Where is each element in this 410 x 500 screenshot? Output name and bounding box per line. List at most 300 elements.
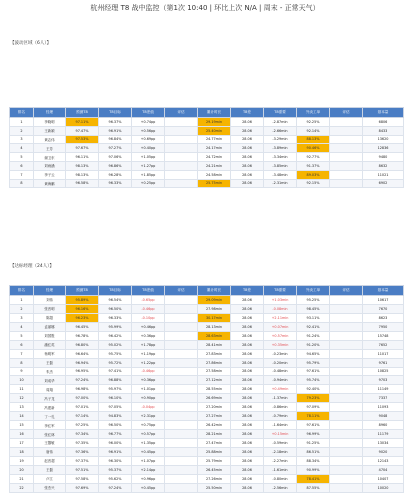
table-row	[10, 296, 404, 305]
table-cell: 27.98min	[198, 304, 231, 313]
table-cell: 94.65%	[297, 349, 330, 358]
column-header[interactable]: 经理	[34, 108, 66, 118]
table-cell	[165, 135, 198, 144]
table-cell: 28.06	[231, 331, 264, 340]
table-cell: 92.14%	[297, 126, 330, 135]
table-cell: 92.40%	[297, 385, 330, 394]
table-cell: 96.16%	[66, 304, 99, 313]
table-cell: 李晓明	[34, 118, 66, 127]
table-cell: 9	[10, 367, 34, 376]
table-row	[10, 340, 404, 349]
table-cell	[330, 296, 363, 305]
table-cell: +2.11min	[264, 313, 297, 322]
table-cell: 91.20%	[297, 340, 330, 349]
column-header[interactable]: T8目标	[99, 108, 132, 118]
table-cell: 91.25%	[297, 439, 330, 448]
table-cell: 25.40min	[198, 126, 231, 135]
table-cell: 97.11%	[66, 118, 99, 127]
table-cell: +0.74pp	[132, 118, 165, 127]
table-cell: 4	[10, 144, 34, 153]
table-cell: -0.79min	[264, 412, 297, 421]
table-cell: 28.63min	[198, 331, 231, 340]
column-header[interactable]: 基本量	[363, 108, 404, 118]
table-row	[10, 153, 404, 162]
table-cell: 11017	[363, 349, 404, 358]
column-header[interactable]: T8需要	[264, 286, 297, 296]
table-cell: -0.08min	[264, 304, 297, 313]
table-row	[10, 144, 404, 153]
table-cell	[330, 358, 363, 367]
table-cell: -2.27min	[264, 456, 297, 465]
table-cell	[165, 349, 198, 358]
table-cell: 25.88min	[198, 447, 231, 456]
table-cell: 8623	[363, 313, 404, 322]
table-cell	[165, 161, 198, 170]
table-cell: 87.55%	[297, 483, 330, 492]
table-row	[10, 118, 404, 127]
table-cell: 朱杰	[34, 367, 66, 376]
table-cell: 97.25%	[66, 421, 99, 430]
table-row	[10, 126, 404, 135]
table-cell: 97.61%	[297, 421, 330, 430]
table-cell: 张晋明	[34, 304, 66, 313]
column-header[interactable]: T8需要	[264, 108, 297, 118]
table-cell: 28.41min	[198, 340, 231, 349]
table-cell: 95.72%	[99, 358, 132, 367]
table-cell: +0.90pp	[132, 394, 165, 403]
table-cell: +0.40pp	[132, 144, 165, 153]
table-cell: 9020	[363, 447, 404, 456]
table-cell: -3.48min	[264, 170, 297, 179]
column-header[interactable]: 预测T8	[66, 108, 99, 118]
table-cell: 11149	[363, 385, 404, 394]
table-cell: 96.78%	[66, 331, 99, 340]
table-cell: 97.14%	[66, 412, 99, 421]
table-cell: 97.27%	[99, 144, 132, 153]
table-cell: 96.33%	[99, 313, 132, 322]
table-cell: 97.24%	[99, 483, 132, 492]
table-cell: 96.77%	[99, 430, 132, 439]
column-header[interactable]: 预测T8	[66, 286, 99, 296]
table-cell	[165, 385, 198, 394]
table-row	[10, 421, 404, 430]
table-cell: 96.91%	[99, 447, 132, 456]
table-cell: 28.06	[231, 179, 264, 188]
table-cell: +1.05pp	[132, 153, 165, 162]
table-cell: 97.41%	[99, 367, 132, 376]
table-cell: 24.17min	[198, 144, 231, 153]
table-cell: 李子云	[34, 170, 66, 179]
table-cell: 28.06	[231, 376, 264, 385]
table-cell: 96.50%	[99, 304, 132, 313]
section-title-fluctuation: 【波动区域（6人）】	[10, 41, 52, 46]
table-cell	[330, 331, 363, 340]
table-cell: 7670	[363, 304, 404, 313]
table-cell: 96.98%	[66, 385, 99, 394]
table-cell: 7337	[363, 394, 404, 403]
table-row	[10, 358, 404, 367]
table-cell: -0.65pp	[132, 296, 165, 305]
table-cell: -0.46pp	[132, 304, 165, 313]
table-cell	[165, 465, 198, 474]
table-cell: 11021	[363, 170, 404, 179]
table-cell: 唐伟	[34, 447, 66, 456]
table-cell: 28.06	[231, 430, 264, 439]
table-cell: 李红军	[34, 421, 66, 430]
column-header[interactable]: 评估	[330, 108, 363, 118]
column-header[interactable]: 经理	[34, 286, 66, 296]
table-cell	[330, 153, 363, 162]
table-cell	[330, 394, 363, 403]
table-cell: 92.15%	[297, 179, 330, 188]
table-cell: 96.54%	[99, 296, 132, 305]
table-cell: -3.29min	[264, 135, 297, 144]
table-cell: 28.06	[231, 412, 264, 421]
table-cell: 王新颖	[34, 126, 66, 135]
table-cell: 89.03%	[297, 170, 330, 179]
table-cell: -2.66min	[264, 126, 297, 135]
table-cell: 谢卫东	[34, 153, 66, 162]
table-cell: 孟丽娜	[34, 322, 66, 331]
table-cell: +2.14pp	[132, 465, 165, 474]
table-cell	[330, 412, 363, 421]
table-cell: 97.00%	[66, 394, 99, 403]
table-cell: 7	[10, 349, 34, 358]
table-cell: 27.86min	[198, 358, 231, 367]
table-cell: 97.01%	[66, 403, 99, 412]
table-cell: 28.06	[231, 465, 264, 474]
table-cell: -0.48min	[264, 367, 297, 376]
table-cell: +1.03min	[264, 296, 297, 305]
table-cell	[165, 313, 198, 322]
table-cell	[330, 304, 363, 313]
table-cell: 96.64%	[66, 349, 99, 358]
column-header[interactable]: 排名	[10, 108, 34, 118]
table-cell: 92.41%	[297, 322, 330, 331]
table-cell: 18	[10, 447, 34, 456]
table-cell: 27.20min	[198, 403, 231, 412]
table-cell	[165, 144, 198, 153]
table-cell: -3.34min	[264, 153, 297, 162]
table-cell: 29.09min	[198, 296, 231, 305]
column-header[interactable]: T8差	[231, 286, 264, 296]
table-cell: 15	[10, 421, 34, 430]
table-cell: 28.06	[231, 304, 264, 313]
table-cell: 赵晋超	[34, 456, 66, 465]
table-cell: 6	[10, 161, 34, 170]
table-cell: 95.75%	[99, 349, 132, 358]
table-cell: 6806	[363, 118, 404, 127]
table-cell: 96.80%	[66, 340, 99, 349]
table-cell: 97.06%	[99, 153, 132, 162]
table-cell: 张红林	[34, 430, 66, 439]
table-cell: 96.88%	[99, 376, 132, 385]
section-title-qualified: 【达标经理（24人）】	[10, 264, 54, 269]
table-cell: +0.07min	[264, 322, 297, 331]
table-cell	[330, 179, 363, 188]
table-cell: -0.04pp	[132, 403, 165, 412]
column-header[interactable]: T8目标	[99, 286, 132, 296]
table-cell	[165, 376, 198, 385]
table-cell: 10020	[363, 483, 404, 492]
table-cell: +1.85pp	[132, 170, 165, 179]
table-cell: 95.99%	[99, 322, 132, 331]
table-cell: -2.18min	[264, 447, 297, 456]
table-cell: 6	[10, 340, 34, 349]
table-cell: 91.24%	[297, 331, 330, 340]
table-cell: 88.34%	[297, 456, 330, 465]
table-cell	[330, 144, 363, 153]
table-cell: 12836	[363, 144, 404, 153]
table-cell: 28.06	[231, 394, 264, 403]
table-cell	[330, 118, 363, 127]
table-cell: 28.06	[231, 474, 264, 483]
table-cell: 92.25%	[297, 118, 330, 127]
table-cell: 95.02%	[99, 340, 132, 349]
table-cell: 28.13min	[198, 322, 231, 331]
table-cell: 28.06	[231, 385, 264, 394]
table-cell: 28.06	[231, 170, 264, 179]
table-cell: 27.12min	[198, 376, 231, 385]
table-row	[10, 313, 404, 322]
table-cell: 10825	[363, 367, 404, 376]
table-cell	[330, 403, 363, 412]
table-cell: 9048	[363, 412, 404, 421]
table-cell	[165, 367, 198, 376]
table-cell: 97.58%	[66, 474, 99, 483]
table-cell	[165, 179, 198, 188]
table-cell	[165, 394, 198, 403]
table-cell: 96.28%	[99, 170, 132, 179]
table-cell: 28.06	[231, 118, 264, 127]
table-row	[10, 161, 404, 170]
table-cell: 28.06	[231, 439, 264, 448]
table-cell: +1.07pp	[132, 456, 165, 465]
table-cell: 28.06	[231, 403, 264, 412]
table-cell: +1.27pp	[132, 161, 165, 170]
table-cell: +0.96pp	[132, 474, 165, 483]
table-cell	[165, 170, 198, 179]
table-row	[10, 170, 404, 179]
table-cell: 28.06	[231, 349, 264, 358]
table-cell	[165, 118, 198, 127]
table-cell: 13620	[363, 135, 404, 144]
table-cell: 10617	[363, 296, 404, 305]
table-cell: 11093	[363, 403, 404, 412]
table-header-row	[10, 108, 404, 118]
table-cell: 95.97%	[99, 385, 132, 394]
table-cell: 20	[10, 465, 34, 474]
table-cell	[165, 340, 198, 349]
table-cell	[165, 296, 198, 305]
table-cell: 96.99%	[297, 430, 330, 439]
table-cell: 98.13%	[66, 170, 99, 179]
table-cell: 周翔	[34, 385, 66, 394]
table-cell: 97.09%	[297, 403, 330, 412]
table-cell: 96.84%	[99, 135, 132, 144]
table-cell: 28.06	[231, 313, 264, 322]
table-cell: +0.36pp	[132, 331, 165, 340]
table-cell: 78.41%	[297, 474, 330, 483]
column-header[interactable]: T8差值	[132, 108, 165, 118]
table-cell: 25.50min	[198, 483, 231, 492]
column-header[interactable]: T8差值	[132, 286, 165, 296]
table-cell: 3	[10, 135, 34, 144]
table-cell: 96.50%	[99, 421, 132, 430]
table-cell: 8632	[363, 161, 404, 170]
table-cell: 27.27min	[198, 412, 231, 421]
table-cell	[165, 153, 198, 162]
table-cell: 24.58min	[198, 170, 231, 179]
table-cell: 13034	[363, 439, 404, 448]
table-cell: 90.99%	[297, 465, 330, 474]
table-cell: +0.49min	[264, 385, 297, 394]
column-header[interactable]: 基本量	[363, 286, 404, 296]
table-cell: 96.91%	[99, 126, 132, 135]
table-cell: 95.79%	[297, 358, 330, 367]
table-cell	[165, 358, 198, 367]
table-cell: +0.36pp	[132, 376, 165, 385]
table-cell: -0.80min	[264, 474, 297, 483]
column-header[interactable]: 排名	[10, 286, 34, 296]
table-cell: 97.24%	[66, 376, 99, 385]
table-cell: +0.25pp	[132, 179, 165, 188]
table-row	[10, 465, 404, 474]
column-header[interactable]: 评估	[165, 286, 198, 296]
column-header[interactable]: 外卖工单	[297, 108, 330, 118]
table-cell: 6902	[363, 179, 404, 188]
table-cell: 26.45min	[198, 465, 231, 474]
table-cell: 96.42%	[99, 331, 132, 340]
table-cell: 9480	[363, 153, 404, 162]
table-cell: 冯建新	[34, 403, 66, 412]
table-cell: 28.06	[231, 126, 264, 135]
table-cell: 8	[10, 179, 34, 188]
table-cell: 7950	[363, 322, 404, 331]
table-cell	[330, 430, 363, 439]
table-cell: 5	[10, 153, 34, 162]
table-row	[10, 412, 404, 421]
table-row	[10, 322, 404, 331]
table-cell: 27.58min	[198, 367, 231, 376]
table-cell: 丁一孔	[34, 412, 66, 421]
table-cell: 7	[10, 170, 34, 179]
table-cell: 96.30%	[99, 456, 132, 465]
table-cell	[165, 304, 198, 313]
table-cell: 王磊	[34, 358, 66, 367]
table-cell	[165, 403, 198, 412]
page-title: 杭州经理 T8 战中监控（第1次 10:40 | 环比上次 N/A | 周末 - 正常天气）	[90, 4, 320, 12]
table-cell: 95.89%	[66, 296, 99, 305]
table-cell: 8960	[363, 421, 404, 430]
table-cell: 93.11%	[297, 313, 330, 322]
table-row	[10, 135, 404, 144]
table-cell: 94.83%	[99, 412, 132, 421]
table-row	[10, 430, 404, 439]
qualified-table	[9, 285, 404, 493]
table-cell	[330, 170, 363, 179]
table-cell: +0.15min	[264, 430, 297, 439]
table-cell: 91.37%	[297, 161, 330, 170]
table-cell: 96.86%	[99, 161, 132, 170]
table-cell: 卢江	[34, 474, 66, 483]
table-cell: +0.35min	[264, 340, 297, 349]
table-cell	[165, 456, 198, 465]
table-cell: 28.06	[231, 296, 264, 305]
table-cell: 96.10%	[99, 394, 132, 403]
table-cell: -1.37min	[264, 394, 297, 403]
table-cell: 97.51%	[66, 465, 99, 474]
table-cell: 25.79min	[198, 456, 231, 465]
table-cell: 1	[10, 118, 34, 127]
table-row	[10, 447, 404, 456]
table-cell: 92.77%	[297, 153, 330, 162]
table-row	[10, 483, 404, 492]
table-cell: 12143	[363, 456, 404, 465]
table-cell: 28.06	[231, 135, 264, 144]
table-cell	[330, 439, 363, 448]
table-cell: 8433	[363, 126, 404, 135]
table-cell: 28.06	[231, 144, 264, 153]
table-cell: -1.61min	[264, 465, 297, 474]
table-cell: 90.46%	[297, 144, 330, 153]
column-header[interactable]: 评估	[330, 286, 363, 296]
table-cell: 10	[10, 376, 34, 385]
table-cell: 26.69min	[198, 394, 231, 403]
table-cell: 刘伟	[34, 296, 66, 305]
table-cell: 3	[10, 313, 34, 322]
table-cell: 9703	[363, 376, 404, 385]
table-cell: 16	[10, 430, 34, 439]
table-cell: -0.23min	[264, 349, 297, 358]
table-cell	[330, 376, 363, 385]
column-header[interactable]: 评估	[165, 108, 198, 118]
table-cell: -2.56min	[264, 483, 297, 492]
table-cell	[165, 430, 198, 439]
table-cell: +0.69pp	[132, 135, 165, 144]
table-cell: 陈超	[34, 313, 66, 322]
table-cell: 97.37%	[66, 456, 99, 465]
column-header[interactable]: 累计时长	[198, 286, 231, 296]
table-cell: 96.37%	[99, 118, 132, 127]
column-header[interactable]: T8差	[231, 108, 264, 118]
table-cell: 刘成华	[34, 376, 66, 385]
table-cell: 15748	[363, 331, 404, 340]
table-row	[10, 456, 404, 465]
table-cell	[330, 322, 363, 331]
table-cell: 95.74%	[297, 376, 330, 385]
table-cell: -0.86min	[264, 403, 297, 412]
table-cell: 11179	[363, 430, 404, 439]
table-cell: 17	[10, 439, 34, 448]
table-cell: 95.37%	[99, 465, 132, 474]
table-cell: 19	[10, 456, 34, 465]
table-cell: 95.25%	[297, 296, 330, 305]
table-cell: 98.45%	[297, 304, 330, 313]
table-cell: 14	[10, 412, 34, 421]
table-cell: 28.06	[231, 456, 264, 465]
table-cell: +0.46pp	[132, 322, 165, 331]
table-cell: -3.85min	[264, 161, 297, 170]
column-header[interactable]: 外卖工单	[297, 286, 330, 296]
table-cell: 王芳	[34, 144, 66, 153]
table-cell: 97.53%	[66, 135, 99, 144]
table-cell	[165, 439, 198, 448]
table-cell	[165, 447, 198, 456]
table-cell: 97.35%	[66, 439, 99, 448]
table-cell: -0.59min	[264, 439, 297, 448]
column-header[interactable]: 累计时长	[198, 108, 231, 118]
